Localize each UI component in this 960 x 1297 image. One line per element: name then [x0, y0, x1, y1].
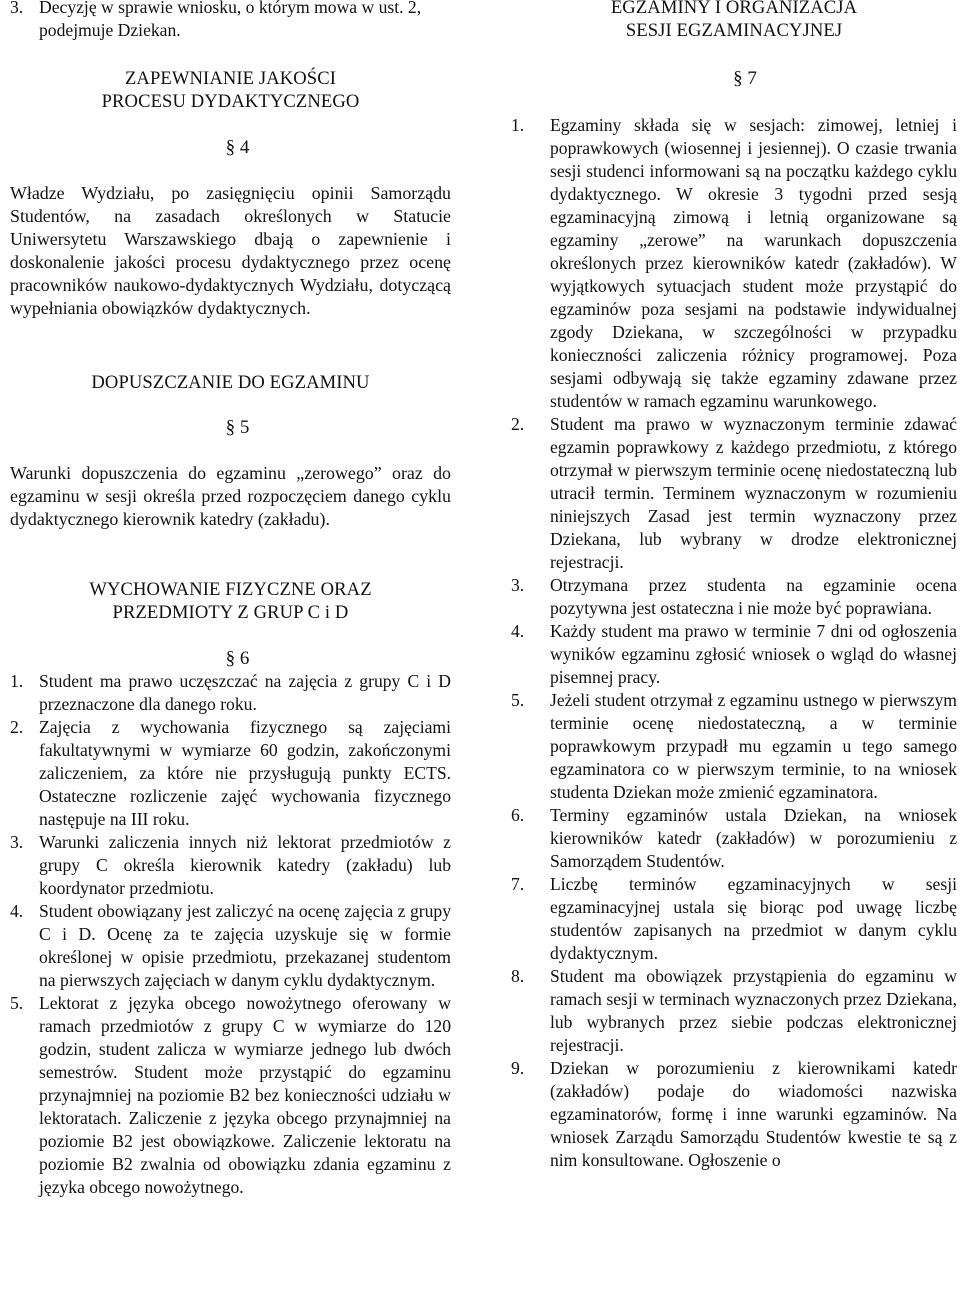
item-text: Egzaminy składa się w sesjach: zimowej, letniej i poprawkowych (wiosennej i jesiennej). O czasie trwania sesji studenci informowani są na początku każdego cyklu dydaktycznego. W okresie 3 tygodni przed sesją egzaminacyjną zimową i letnią organizowane są egzaminy „zerowe” na warunkach dopuszczenia określonych przez kierowników katedr (zakładów). W wyjątkowych sytuacjach student może przystąpić do egzaminów poza sesjami na podstawie indywidualnej zgody Dziekana, w szczególności w przypadku konieczności zaliczenia różnicy programowej. Poza sesjami odbywają się także egzaminy zdawane przez studentów w ramach egzaminu warunkowego. — [550, 115, 957, 411]
list-item — [511, 873, 957, 965]
egzaminy-list — [511, 114, 957, 1172]
section-heading-jakosc — [10, 67, 451, 113]
heading-line: EGZAMINY I ORGANIZACJA — [610, 0, 858, 18]
item-text: Każdy student ma prawo w terminie 7 dni od ogłoszenia wyników egzaminu zgłosić wniosek o wgląd do własnej pisemnej pracy. — [550, 621, 957, 687]
item-number: 9. — [511, 1058, 525, 1078]
heading-line: WYCHOWANIE FIZYCZNE ORAZ — [89, 579, 372, 600]
item-number: 3. — [511, 575, 525, 595]
list-item — [10, 900, 451, 992]
item-text: Dziekan w porozumieniu z kierownikami katedr (zakładów) podaje do wiadomości nazwiska egzaminatorów, formę i inne warunki egzaminów. Na wniosek Zarządu Samorządu Studentów kwestie te są z nim konsultowane. Ogłoszenie o — [550, 1058, 957, 1170]
item-text: Jeżeli student otrzymał z egzaminu ustnego w pierwszym terminie ocenę niedostateczną, a w terminie poprawkowym przypadł mu egzamin u tego samego egzaminatora co w pierwszym terminie, to na wniosek studenta Dziekan może zmienić egzaminatora. — [550, 690, 957, 802]
item-text: Warunki zaliczenia innych niż lektorat przedmiotów z grupy C określa kierownik katedry (zakładu) lub koordynator przedmiotu. — [39, 832, 451, 898]
item-text: Student obowiązany jest zaliczyć na ocenę zajęcia z grupy C i D. Ocenę za te zajęcia uzyskuje się w formie określonej w opisie przedmiotu, przekazanej studentom na pierwszych zajęciach w danym cyklu dydaktycznym. — [39, 901, 451, 990]
heading-line: ZAPEWNIANIE JAKOŚCI — [124, 68, 337, 89]
list-item — [10, 831, 451, 900]
paragraph-number-7: § 7 — [733, 68, 757, 89]
list-item — [511, 689, 957, 804]
list-item — [10, 0, 451, 42]
list-item — [10, 716, 451, 831]
paragraph-number-5: § 5 — [225, 417, 250, 438]
list-item — [10, 670, 451, 716]
item-text: Otrzymana przez studenta na egzaminie ocena pozytywna jest ostateczna i nie może być poprawiana. — [550, 575, 957, 618]
list-item — [511, 114, 957, 413]
item-number: 3. — [10, 0, 24, 17]
list-item — [511, 620, 957, 689]
item-text: Student ma prawo uczęszczać na zajęcia z grupy C i D przeznaczone dla danego roku. — [39, 671, 451, 714]
item-number: 3. — [10, 832, 24, 852]
list-item — [511, 1057, 957, 1172]
item-number: 2. — [10, 717, 24, 737]
heading-line: SESJI EGZAMINACYJNEJ — [625, 20, 843, 41]
section-heading-dopuszczanie: DOPUSZCZANIE DO EGZAMINU — [91, 372, 370, 393]
item-number: 4. — [10, 901, 24, 921]
item-number: 6. — [511, 805, 525, 825]
item-text: Student ma prawo w wyznaczonym terminie zdawać egzamin poprawkowy z każdego przedmiotu, z którego otrzymał w pierwszym terminie ocenę niedostateczną lub utracił termin. Terminem wyznaczonym w rozumieniu niniejszych Zasad jest termin wyznaczony przez Dziekana, lub wybrany w drodze elektronicznej rejestracji. — [550, 414, 957, 572]
heading-line: PROCESU DYDAKTYCZNEGO — [101, 91, 360, 112]
paragraph-dopuszczanie: Warunki dopuszczenia do egzaminu „zerowego” oraz do egzaminu w sesji określa przed rozpoczęciem danego cyklu dydaktycznego kierownik katedry (zakładu). — [10, 463, 451, 529]
item-number: 8. — [511, 966, 525, 986]
item-number: 1. — [511, 115, 525, 135]
wf-list — [10, 670, 451, 1199]
section-heading-egzaminy — [511, 0, 957, 42]
item-text: Liczbę terminów egzaminacyjnych w sesji egzaminacyjnej ustala się biorąc pod uwagę liczbę studentów zapisanych na przedmiot w danym cyklu dydaktycznym. — [550, 874, 957, 963]
item-text: Terminy egzaminów ustala Dziekan, na wniosek kierowników katedr (zakładów) w porozumieniu z Samorządem Studentów. — [550, 805, 957, 871]
item-number: 1. — [10, 671, 24, 691]
list-item — [511, 965, 957, 1057]
heading-line: PRZEDMIOTY Z GRUP C i D — [112, 602, 349, 623]
section-heading-wf — [10, 578, 451, 624]
paragraph-number-6: § 6 — [225, 648, 250, 669]
list-item — [511, 574, 957, 620]
item-text: Student ma obowiązek przystąpienia do egzaminu w ramach sesji w terminach wyznaczonych przez Dziekana, lub wybranych przez siebie podczas elektronicznej rejestracji. — [550, 966, 957, 1055]
paragraph-jakosc: Władze Wydziału, po zasięgnięciu opinii Samorządu Studentów, na zasadach określonych w Statucie Uniwersytetu Warszawskiego dbają o zapewnienie i doskonalenie jakości procesu dydaktycznego przez ocenę pracowników naukowo-dydaktycznych Wydziału, dotyczącą wypełniania obowiązków dydaktycznych. — [10, 183, 451, 318]
item-number: 7. — [511, 874, 525, 894]
list-item — [511, 413, 957, 574]
item-number: 5. — [10, 993, 24, 1013]
item-number: 4. — [511, 621, 525, 641]
list-item — [511, 804, 957, 873]
item-number: 5. — [511, 690, 525, 710]
item-text: Lektorat z języka obcego nowożytnego oferowany w ramach przedmiotów z grupy C w wymiarze do 120 godzin, student zalicza w wymiarze jednego lub dwóch semestrów. Student może przystąpić do egzaminu przynajmniej na poziomie B2 bez konieczności udziału w lektoratach. Zaliczenie z języka obcego przynajmniej na poziomie B2 jest obowiązkowe. Zaliczenie lektoratu na poziomie B2 zwalnia od obowiązku zdania egzaminu z języka obcego nowożytnego. — [39, 993, 451, 1197]
item-text: Decyzję w sprawie wniosku, o którym mowa w ust. 2, podejmuje Dziekan. — [39, 0, 422, 40]
item-number: 2. — [511, 414, 525, 434]
list-item — [10, 992, 451, 1199]
paragraph-number-4: § 4 — [225, 137, 250, 158]
item-text: Zajęcia z wychowania fizycznego są zajęciami fakultatywnymi w wymiarze 60 godzin, zakończonymi zaliczeniem, za które nie przysługują punkty ECTS. Ostateczne rozliczenie zajęć wychowania fizycznego następuje na III roku. — [39, 717, 451, 829]
